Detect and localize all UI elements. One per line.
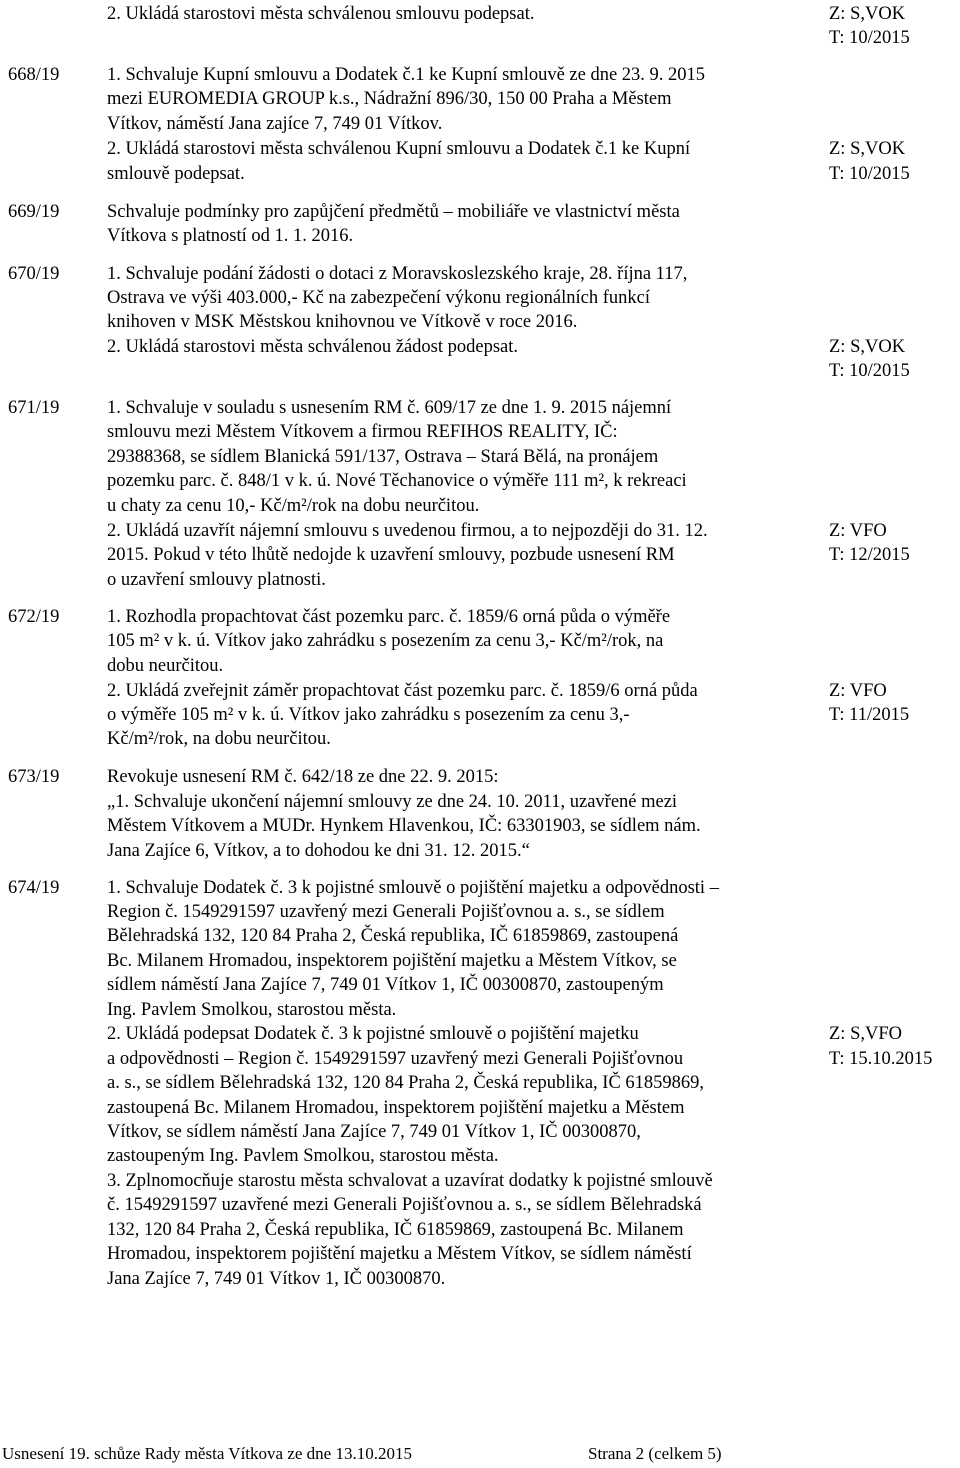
- resolution-text: Hromadou, inspektorem pojištění majetku a Městem Vítkov, se sídlem náměstí: [107, 1244, 692, 1264]
- resolution-text: 1. Schvaluje Kupní smlouvu a Dodatek č.1 ke Kupní smlouvě ze dne 23. 9. 2015: [107, 65, 706, 85]
- resolution-text: o uzavření smlouvy platnosti.: [107, 570, 326, 590]
- resolution-number: 673/19: [8, 767, 60, 787]
- resolution-text: Ing. Pavlem Smolkou, starostou města.: [107, 1000, 397, 1020]
- resolution-text: 2. Ukládá uzavřít nájemní smlouvu s uvedenou firmou, a to nejpozději do 31. 12.: [107, 521, 708, 541]
- resolution-number: 669/19: [8, 202, 60, 222]
- resolution-text: Jana Zajíce 6, Vítkov, a to dohodou ke dni 31. 12. 2015.“: [107, 841, 530, 861]
- responsibility-deadline: Z: VFO: [829, 521, 887, 541]
- resolution-text: Městem Vítkovem a MUDr. Hynkem Hlavenkou, IČ: 63301903, se sídlem nám.: [107, 816, 701, 836]
- responsibility-deadline: T: 11/2015: [829, 705, 910, 725]
- resolution-text: 2. Ukládá zveřejnit záměr propachtovat část pozemku parc. č. 1859/6 orná půda: [107, 681, 698, 701]
- resolution-text: u chaty za cenu 10,- Kč/m²/rok na dobu neurčitou.: [107, 496, 480, 516]
- resolution-text: Bc. Milanem Hromadou, inspektorem pojištění majetku a Městem Vítkov, se: [107, 951, 677, 971]
- resolution-text: sídlem náměstí Jana Zajíce 7, 749 01 Vítkov 1, IČ 00300870, zastoupeným: [107, 975, 664, 995]
- resolution-text: a. s., se sídlem Bělehradská 132, 120 84 Praha 2, Česká republika, IČ 61859869,: [107, 1073, 705, 1093]
- resolution-text: č. 1549291597 uzavřené mezi Generali Pojišťovnou a. s., se sídlem Bělehradská: [107, 1195, 702, 1215]
- resolution-text: Ostrava ve výši 403.000,- Kč na zabezpečení výkonu regionálních funkcí: [107, 288, 650, 308]
- resolution-text: Jana Zajíce 7, 749 01 Vítkov 1, IČ 00300870.: [107, 1269, 446, 1289]
- resolution-text: 2. Ukládá starostovi města schválenou žádost podepsat.: [107, 337, 519, 357]
- resolution-text: dobu neurčitou.: [107, 656, 224, 676]
- resolution-text: Bělehradská 132, 120 84 Praha 2, Česká republika, IČ 61859869, zastoupená: [107, 926, 679, 946]
- resolution-text: 1. Schvaluje v souladu s usnesením RM č. 609/17 ze dne 1. 9. 2015 nájemní: [107, 398, 672, 418]
- resolution-text: 3. Zplnomocňuje starostu města schvalovat a uzavírat dodatky k pojistné smlouvě: [107, 1171, 713, 1191]
- footer-page-number: Strana 2 (celkem 5): [588, 1444, 722, 1463]
- responsibility-deadline: Z: S,VOK: [829, 337, 906, 357]
- responsibility-deadline: T: 10/2015: [829, 361, 910, 381]
- resolution-number: 671/19: [8, 398, 60, 418]
- resolution-text: 2. Ukládá starostovi města schválenou smlouvu podepsat.: [107, 4, 535, 24]
- resolution-text: 2. Ukládá starostovi města schválenou Kupní smlouvu a Dodatek č.1 ke Kupní: [107, 139, 691, 159]
- resolution-number: 668/19: [8, 65, 60, 85]
- resolution-text: 2015. Pokud v této lhůtě nedojde k uzavření smlouvy, pozbude usnesení RM: [107, 545, 675, 565]
- resolution-text: Vítkova s platností od 1. 1. 2016.: [107, 226, 354, 246]
- responsibility-deadline: T: 12/2015: [829, 545, 910, 565]
- resolution-text: 1. Schvaluje Dodatek č. 3 k pojistné smlouvě o pojištění majetku a odpovědnosti –: [107, 878, 719, 898]
- responsibility-deadline: T: 15.10.2015: [829, 1049, 933, 1069]
- resolution-number: 672/19: [8, 607, 60, 627]
- resolution-text: smlouvu mezi Městem Vítkovem a firmou REFIHOS REALITY, IČ:: [107, 422, 618, 442]
- resolution-text: Vítkov, se sídlem náměstí Jana Zajíce 7, 749 01 Vítkov 1, IČ 00300870,: [107, 1122, 641, 1142]
- resolution-text: 29388368, se sídlem Blanická 591/137, Ostrava – Stará Bělá, na pronájem: [107, 447, 659, 467]
- responsibility-deadline: Z: S,VFO: [829, 1024, 902, 1044]
- resolution-text: 132, 120 84 Praha 2, Česká republika, IČ 61859869, zastoupená Bc. Milanem: [107, 1220, 684, 1240]
- resolution-text: Vítkov, náměstí Jana zajíce 7, 749 01 Vítkov.: [107, 114, 443, 134]
- resolution-text: smlouvě podepsat.: [107, 164, 245, 184]
- resolution-text: o výměře 105 m² v k. ú. Vítkov jako zahrádku s posezením za cenu 3,-: [107, 705, 630, 725]
- resolution-text: pozemku parc. č. 848/1 v k. ú. Nové Těchanovice o výměře 111 m², k rekreaci: [107, 471, 687, 491]
- resolution-number: 670/19: [8, 264, 60, 284]
- resolution-text: Revokuje usnesení RM č. 642/18 ze dne 22. 9. 2015:: [107, 767, 499, 787]
- resolution-text: Kč/m²/rok, na dobu neurčitou.: [107, 729, 331, 749]
- resolution-text: zastoupeným Ing. Pavlem Smolkou, starostou města.: [107, 1146, 499, 1166]
- resolution-text: Region č. 1549291597 uzavřený mezi Generali Pojišťovnou a. s., se sídlem: [107, 902, 665, 922]
- resolution-text: 2. Ukládá podepsat Dodatek č. 3 k pojistné smlouvě o pojištění majetku: [107, 1024, 639, 1044]
- resolution-text: knihoven v MSK Městskou knihovnou ve Vítkově v roce 2016.: [107, 312, 578, 332]
- responsibility-deadline: Z: S,VOK: [829, 139, 906, 159]
- responsibility-deadline: T: 10/2015: [829, 164, 910, 184]
- resolution-text: a odpovědnosti – Region č. 1549291597 uzavřený mezi Generali Pojišťovnou: [107, 1049, 684, 1069]
- responsibility-deadline: T: 10/2015: [829, 28, 910, 48]
- responsibility-deadline: Z: S,VOK: [829, 4, 906, 24]
- resolution-text: 1. Schvaluje podání žádosti o dotaci z Moravskoslezského kraje, 28. října 117,: [107, 264, 688, 284]
- resolution-text: 1. Rozhodla propachtovat část pozemku parc. č. 1859/6 orná půda o výměře: [107, 607, 671, 627]
- resolution-text: zastoupená Bc. Milanem Hromadou, inspektorem pojištění majetku a Městem: [107, 1098, 685, 1118]
- resolution-text: Schvaluje podmínky pro zapůjčení předmětů – mobiliáře ve vlastnictví města: [107, 202, 680, 222]
- resolution-text: 105 m² v k. ú. Vítkov jako zahrádku s posezením za cenu 3,- Kč/m²/rok, na: [107, 631, 664, 651]
- resolution-text: „1. Schvaluje ukončení nájemní smlouvy ze dne 24. 10. 2011, uzavřené mezi: [107, 792, 678, 812]
- footer-left: Usnesení 19. schůze Rady města Vítkova ze dne 13.10.2015: [2, 1444, 412, 1463]
- resolution-number: 674/19: [8, 878, 60, 898]
- resolution-text: mezi EUROMEDIA GROUP k.s., Nádražní 896/30, 150 00 Praha a Městem: [107, 89, 672, 109]
- responsibility-deadline: Z: VFO: [829, 681, 887, 701]
